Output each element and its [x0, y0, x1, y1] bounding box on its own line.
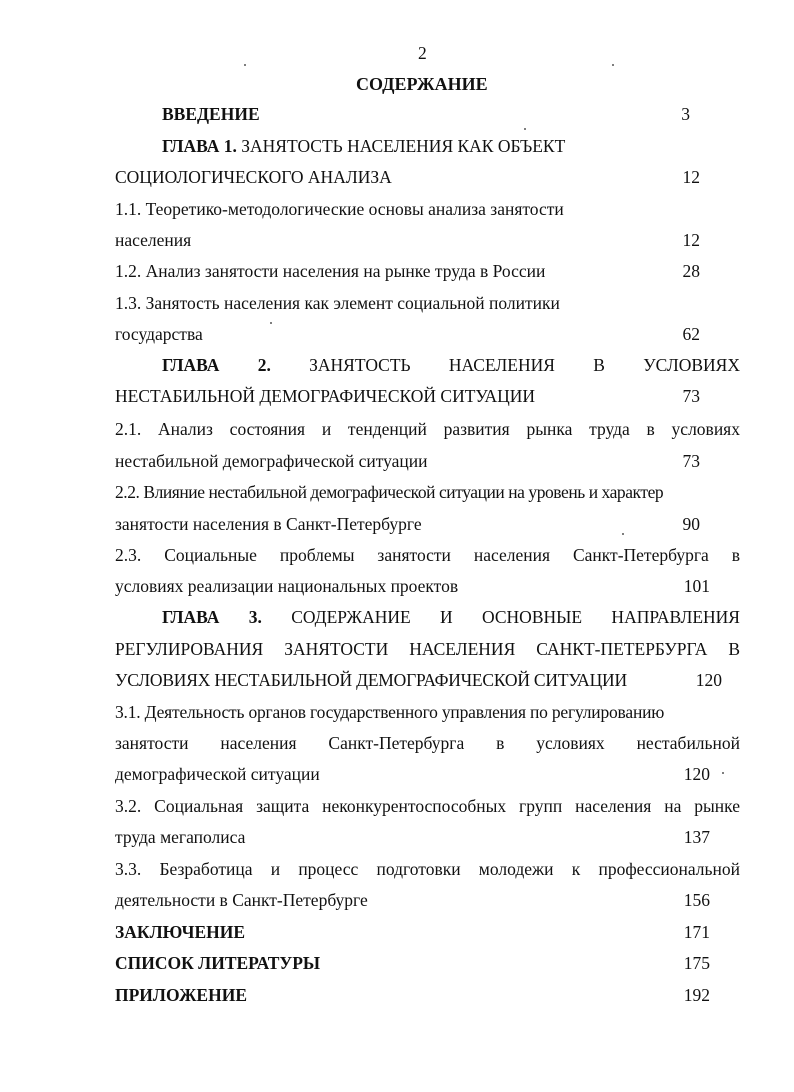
toc-line: 1.1. Теоретико-методологические основы анализа занятости	[115, 199, 564, 219]
toc-page-number: 12	[682, 167, 700, 187]
toc-page-number: 73	[682, 386, 700, 406]
toc-page-number: 120	[695, 670, 722, 690]
scan-speck	[524, 128, 526, 130]
chapter-title: СОДЕРЖАНИЕ И ОСНОВНЫЕ НАПРАВЛЕНИЯ	[261, 607, 740, 627]
toc-page-number: 175	[683, 953, 710, 973]
chapter-title: ЗАНЯТОСТЬ НАСЕЛЕНИЯ КАК ОБЪЕКТ	[236, 136, 566, 156]
toc-line: НЕСТАБИЛЬНОЙ ДЕМОГРАФИЧЕСКОЙ СИТУАЦИИ	[115, 386, 536, 406]
toc-page-number: 192	[683, 985, 710, 1005]
toc-page-number: 137	[683, 827, 710, 847]
toc-line: 1.3. Занятость населения как элемент социальной политики	[115, 293, 560, 313]
scan-speck	[612, 64, 614, 66]
toc-label: СПИСОК ЛИТЕРАТУРЫ	[115, 953, 321, 973]
toc-line: занятости населения в Санкт-Петербурге	[115, 514, 422, 534]
toc-label: ПРИЛОЖЕНИЕ	[115, 985, 248, 1005]
toc-line: 2.2. Влияние нестабильной демографической ситуации на уровень и характер	[115, 482, 664, 502]
page-title: СОДЕРЖАНИЕ	[356, 74, 488, 94]
toc-line: нестабильной демографической ситуации	[115, 451, 428, 471]
toc-page-number: 3	[681, 104, 690, 124]
scan-speck	[622, 533, 624, 535]
toc-page-number: 12	[682, 230, 700, 250]
chapter-number: ГЛАВА 3.	[162, 607, 262, 627]
scan-speck	[244, 64, 246, 66]
toc-line: 3.3. Безработица и процесс подготовки молодежи к профессиональной	[115, 859, 740, 879]
toc-line: населения	[115, 230, 192, 250]
toc-label: ЗАКЛЮЧЕНИЕ	[115, 922, 246, 942]
chapter-number: ГЛАВА 1.	[162, 136, 237, 156]
toc-line: труда мегаполиса	[115, 827, 246, 847]
page-number: 2	[418, 43, 427, 63]
toc-line: 3.1. Деятельность органов государственного управления по регулированию	[115, 702, 665, 722]
toc-line: 3.2. Социальная защита неконкурентоспособных групп населения на рынке	[115, 796, 740, 816]
toc-line: демографической ситуации	[115, 764, 320, 784]
toc-line: РЕГУЛИРОВАНИЯ ЗАНЯТОСТИ НАСЕЛЕНИЯ САНКТ-ПЕТЕРБУРГА В	[115, 639, 740, 659]
toc-line: занятости населения Санкт-Петербурга в условиях нестабильной	[115, 733, 740, 753]
toc-line: УСЛОВИЯХ НЕСТАБИЛЬНОЙ ДЕМОГРАФИЧЕСКОЙ СИТУАЦИИ	[115, 670, 627, 690]
toc-page-number: 62	[682, 324, 700, 344]
chapter-title: ЗАНЯТОСТЬ НАСЕЛЕНИЯ В УСЛОВИЯХ	[270, 355, 740, 375]
toc-page-number: 120	[683, 764, 710, 784]
toc-label: ВВЕДЕНИЕ	[162, 104, 260, 124]
toc-line: 2.1. Анализ состояния и тенденций развития рынка труда в условиях	[115, 419, 740, 439]
toc-page-number: 90	[682, 514, 700, 534]
toc-chapter-heading	[162, 609, 740, 627]
toc-line: 1.2. Анализ занятости населения на рынке труда в России	[115, 261, 546, 281]
toc-page-number: 171	[683, 922, 710, 942]
toc-page-number: 28	[682, 261, 700, 281]
toc-line: СОЦИОЛОГИЧЕСКОГО АНАЛИЗА	[115, 167, 392, 187]
toc-line: деятельности в Санкт-Петербурге	[115, 890, 368, 910]
toc-line: 2.3. Социальные проблемы занятости населения Санкт-Петербурга в	[115, 545, 740, 565]
scan-speck	[270, 322, 272, 324]
toc-line: государства	[115, 324, 203, 344]
toc-chapter-heading	[162, 357, 740, 375]
scan-speck	[722, 772, 724, 774]
toc-page-number: 73	[682, 451, 700, 471]
toc-page-number: 156	[683, 890, 710, 910]
toc-line: условиях реализации национальных проектов	[115, 576, 459, 596]
chapter-number: ГЛАВА 2.	[162, 355, 271, 375]
toc-page-number: 101	[683, 576, 710, 596]
toc-chapter-heading	[162, 138, 565, 156]
